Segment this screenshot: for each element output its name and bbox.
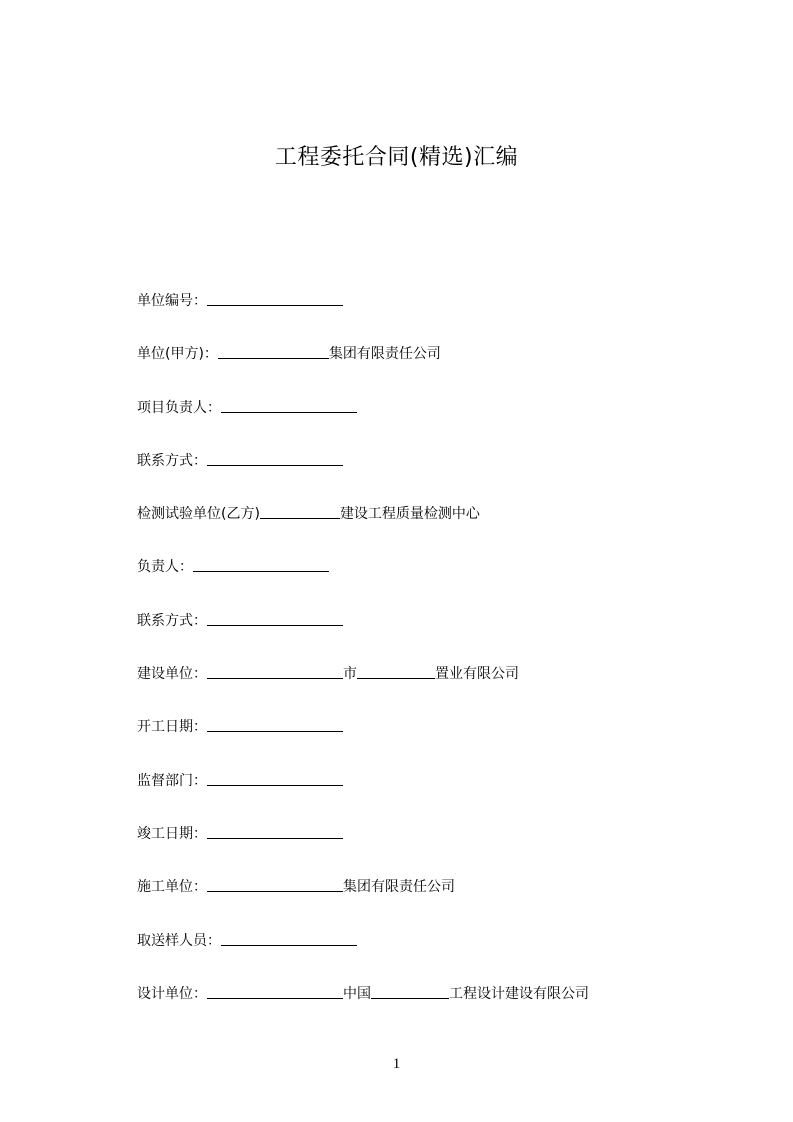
blank-line[interactable] [207, 877, 343, 892]
blank-line[interactable] [207, 984, 343, 999]
field-contact-a [137, 451, 733, 504]
field-label: 单位(甲方)： [137, 346, 218, 363]
field-label: 设计单位： [137, 985, 207, 1002]
contract-fields [137, 291, 733, 1037]
blank-line[interactable] [193, 557, 329, 572]
field-suffix: 建设工程质量检测中心 [339, 506, 480, 523]
blank-line[interactable] [207, 664, 343, 679]
field-person-in-charge [137, 557, 733, 610]
field-middle: 市 [343, 666, 357, 683]
page-number: 1 [392, 1056, 401, 1072]
field-construction-unit [137, 664, 733, 717]
field-supervision-dept [137, 771, 733, 824]
blank-line[interactable] [207, 611, 343, 626]
document-title: 工程委托合同(精选)汇编 [274, 145, 519, 170]
field-label: 监督部门： [137, 772, 207, 789]
field-completion-date [137, 824, 733, 877]
field-unit-no [137, 291, 733, 344]
field-label: 单位编号： [137, 293, 207, 309]
field-label: 联系方式： [137, 452, 207, 469]
field-design-unit [137, 984, 733, 1037]
blank-line[interactable] [371, 984, 449, 999]
field-project-manager [137, 398, 733, 451]
blank-line[interactable] [218, 344, 329, 359]
blank-line[interactable] [207, 824, 343, 839]
field-builder [137, 877, 733, 930]
field-label: 开工日期： [137, 719, 207, 736]
field-start-date [137, 717, 733, 770]
blank-line[interactable] [207, 451, 343, 466]
field-label: 竣工日期： [137, 825, 207, 842]
field-suffix: 工程设计建设有限公司 [449, 985, 589, 1002]
field-label: 项目负责人： [137, 399, 221, 416]
field-label: 施工单位： [137, 879, 207, 896]
field-label: 取送样人员： [137, 932, 221, 949]
field-suffix: 置业有限公司 [435, 666, 519, 683]
field-middle: 中国 [343, 985, 371, 1002]
blank-line[interactable] [207, 291, 343, 306]
field-label: 建设单位： [137, 666, 207, 683]
field-contact-b [137, 611, 733, 664]
blank-line[interactable] [221, 398, 357, 413]
field-suffix: 集团有限责任公司 [343, 879, 455, 896]
field-sampler [137, 931, 733, 984]
blank-line[interactable] [207, 717, 343, 732]
blank-line[interactable] [221, 931, 357, 946]
field-label: 负责人： [137, 559, 193, 576]
field-suffix: 集团有限责任公司 [328, 346, 441, 363]
blank-line[interactable] [260, 504, 340, 519]
blank-line[interactable] [207, 771, 343, 786]
field-party-b [137, 504, 733, 557]
field-label: 联系方式： [137, 612, 207, 629]
field-label: 检测试验单位(乙方) [137, 506, 260, 523]
field-party-a [137, 344, 733, 397]
blank-line[interactable] [357, 664, 435, 679]
